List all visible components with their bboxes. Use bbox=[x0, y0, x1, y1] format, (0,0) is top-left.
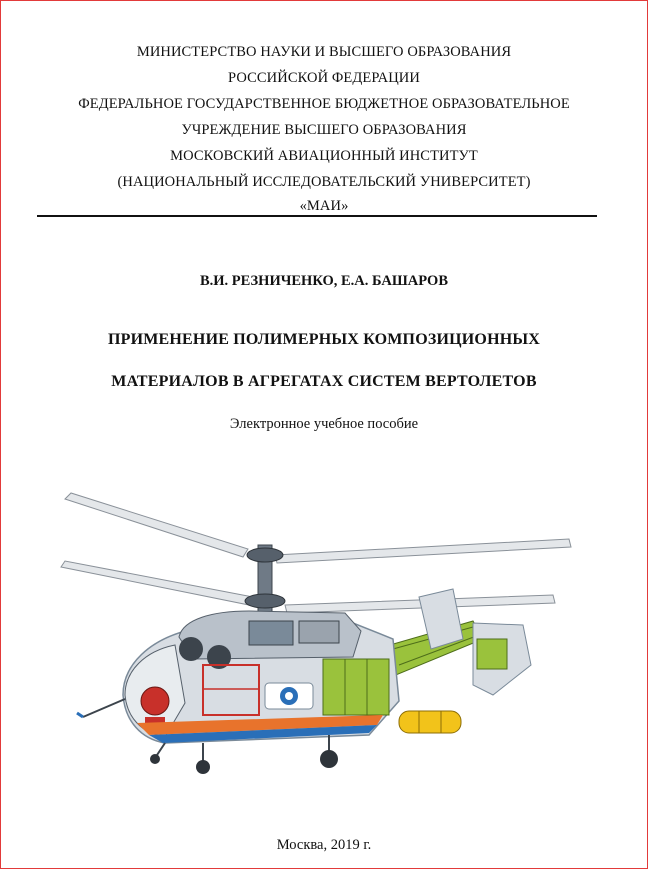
header-line-university: (НАЦИОНАЛЬНЫЙ ИССЛЕДОВАТЕЛЬСКИЙ УНИВЕРСИТЕТ) bbox=[117, 174, 531, 190]
header-line-federation: РОССИЙСКОЙ ФЕДЕРАЦИИ bbox=[228, 70, 420, 86]
rotor-blade-lower-left bbox=[61, 561, 253, 605]
life-raft bbox=[399, 711, 461, 733]
rotor-blade-upper-right bbox=[275, 539, 571, 563]
place-year: Москва, 2019 г. bbox=[276, 837, 372, 853]
wheel-main bbox=[320, 750, 338, 768]
subtitle: Электронное учебное пособие bbox=[229, 416, 419, 432]
nose-probe bbox=[83, 699, 125, 717]
wheel-front bbox=[196, 760, 210, 774]
cargo-compartment bbox=[323, 659, 389, 715]
helicopter-illustration bbox=[53, 489, 613, 779]
authors: В.И. РЕЗНИЧЕНКО, Е.А. БАШАРОВ bbox=[199, 273, 448, 289]
tail-equipment bbox=[477, 639, 507, 669]
title-line-1: ПРИМЕНЕНИЕ ПОЛИМЕРНЫХ КОМПОЗИЦИОННЫХ bbox=[107, 331, 541, 348]
rotor-blade-upper-left bbox=[65, 493, 248, 557]
title-line-2: МАТЕРИАЛОВ В АГРЕГАТАХ СИСТЕМ ВЕРТОЛЕТОВ bbox=[111, 373, 537, 390]
header-line-mai-name: МОСКОВСКИЙ АВИАЦИОННЫЙ ИНСТИТУТ bbox=[170, 148, 478, 164]
header-line-fgbou: ФЕДЕРАЛЬНОЕ ГОСУДАРСТВЕННОЕ БЮДЖЕТНОЕ ОБРАЗОВАТЕЛЬНОЕ bbox=[78, 96, 570, 112]
header-divider bbox=[37, 215, 597, 217]
upper-rotor-hub bbox=[247, 548, 283, 562]
header-line-ministry: МИНИСТЕРСТВО НАУКИ И ВЫСШЕГО ОБРАЗОВАНИЯ bbox=[136, 44, 512, 60]
header-line-institution: УЧРЕЖДЕНИЕ ВЫСШЕГО ОБРАЗОВАНИЯ bbox=[181, 122, 467, 138]
header-line-mai-abbr: «МАИ» bbox=[299, 198, 349, 214]
cockpit-seat bbox=[141, 687, 169, 715]
lower-rotor-hub bbox=[245, 594, 285, 608]
engine-intake-left bbox=[179, 637, 203, 661]
